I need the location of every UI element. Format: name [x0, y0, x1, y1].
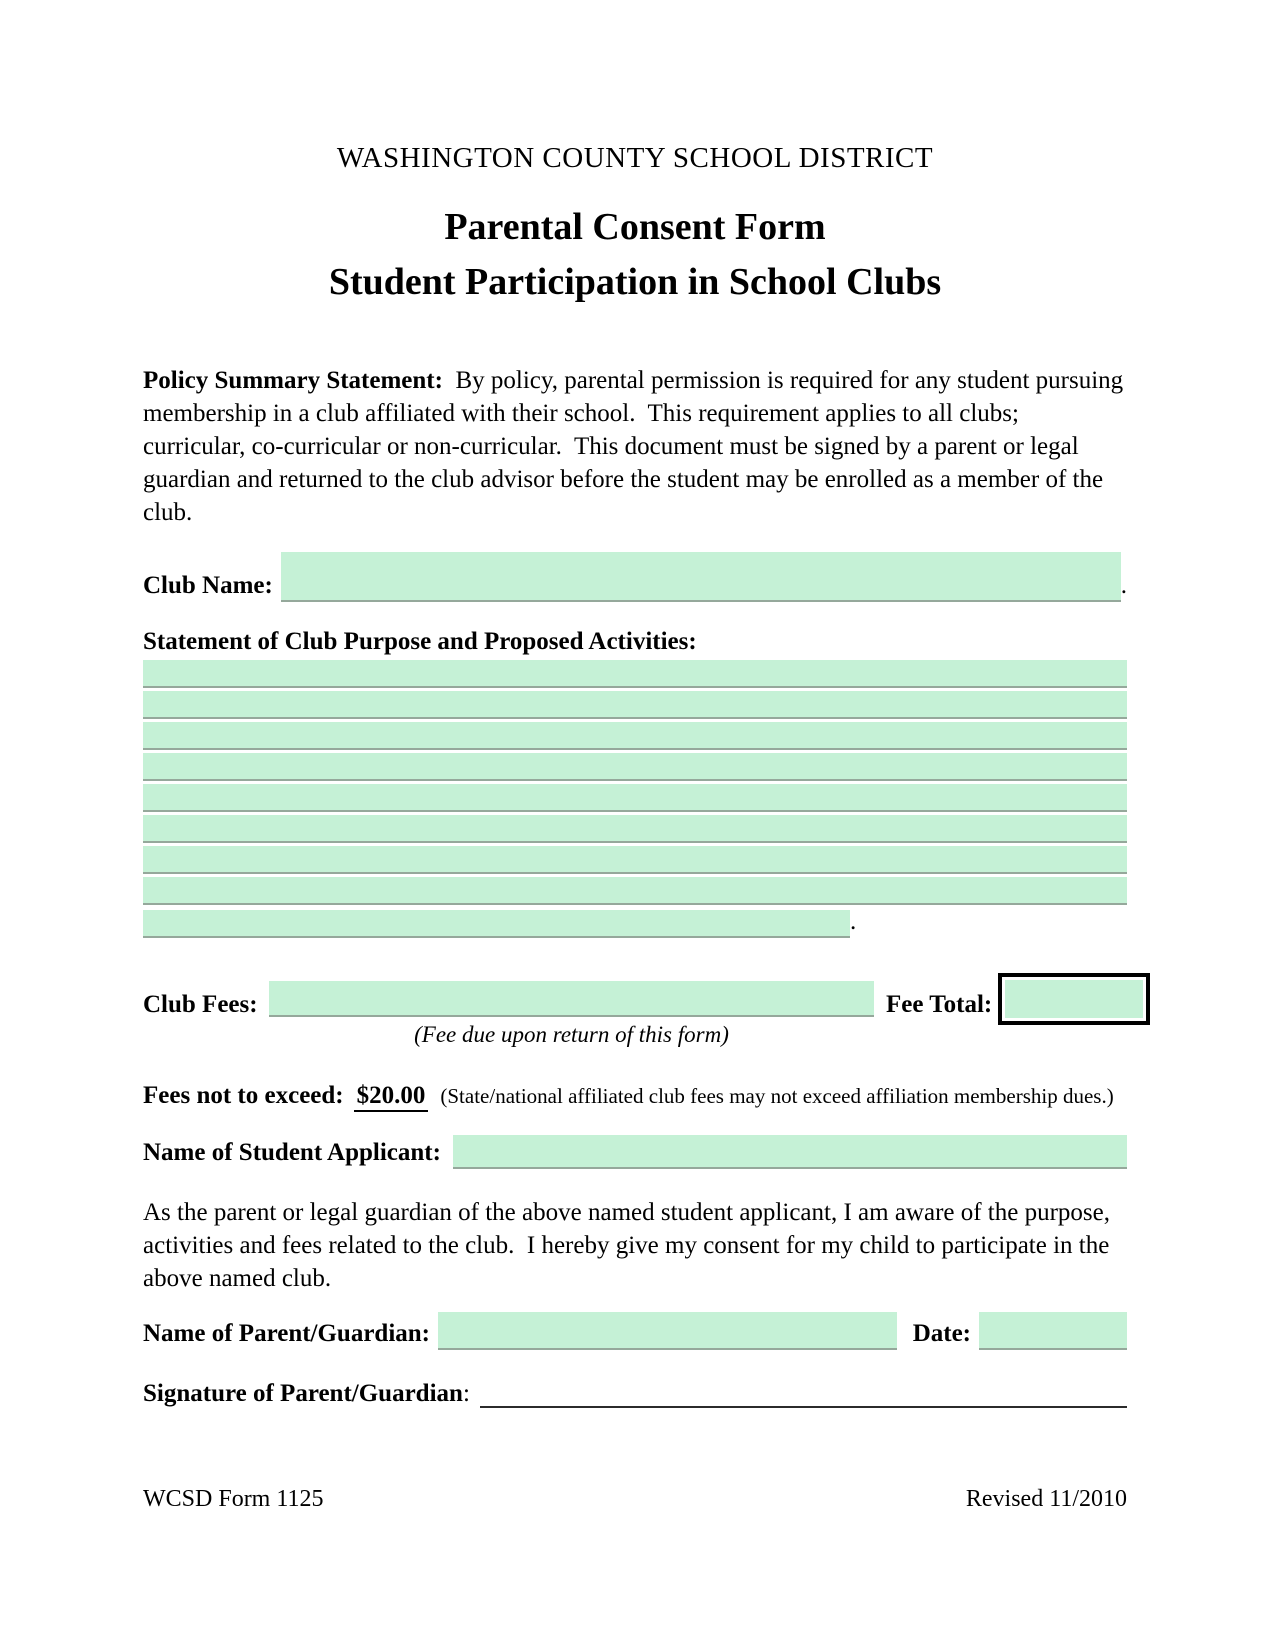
fee-total-field[interactable]: [1005, 980, 1143, 1018]
fee-cap-amount: $20.00: [354, 1082, 429, 1112]
district-header: WASHINGTON COUNTY SCHOOL DISTRICT: [336, 142, 934, 174]
statement-line[interactable]: [143, 784, 1127, 812]
signature-line: [480, 1382, 1127, 1408]
footer-revision-date: Revised 11/2010: [965, 1486, 1127, 1512]
fee-total-box: [998, 973, 1150, 1025]
signature-row: [143, 1378, 1127, 1408]
club-name-row: [143, 552, 1127, 602]
form-title-line2: Student Participation in School Clubs: [328, 261, 942, 303]
policy-summary-label: Policy Summary Statement:: [143, 367, 443, 394]
statement-lines: [143, 660, 1127, 938]
date-label: Date:: [912, 1320, 971, 1347]
fee-cap-line: [143, 1082, 1127, 1110]
student-name-label: Name of Student Applicant:: [143, 1139, 441, 1166]
statement-last-line-row: [143, 908, 1127, 938]
statement-line[interactable]: [143, 660, 1127, 688]
statement-line[interactable]: [143, 877, 1127, 905]
fee-total-label: Fee Total:: [886, 991, 993, 1018]
date-field[interactable]: [979, 1312, 1127, 1350]
statement-line[interactable]: [143, 722, 1127, 750]
parent-name-field[interactable]: [438, 1312, 897, 1350]
fee-cap-note: (State/national affiliated club fees may not exceed affiliation membership dues.): [440, 1084, 1114, 1108]
student-name-row: [143, 1131, 1127, 1169]
consent-paragraph: As the parent or legal guardian of the above named student applicant, I am aware of the purpose, activities and fees related to the club. I hereby give my consent for my child to participate in the above named club.: [143, 1199, 1117, 1292]
club-fees-label: Club Fees:: [143, 991, 258, 1018]
club-name-trailing-period: .: [1120, 572, 1127, 599]
club-name-label: Club Name:: [143, 572, 273, 599]
statement-line[interactable]: [143, 691, 1127, 719]
fee-cap-label: Fees not to exceed:: [143, 1082, 344, 1109]
policy-summary-text: By policy, parental permission is required for any student pursuing membership in a club affiliated with their school. This requirement applies to all clubs; curricular, co-curricular or non-curricular. This document must be signed by a parent or legal guardian and returned to the club advisor before the student may be enrolled as a member of the club.: [143, 367, 1130, 526]
policy-summary-paragraph: [143, 364, 1130, 529]
statement-line-short[interactable]: [143, 910, 850, 938]
statement-line[interactable]: [143, 815, 1127, 843]
parent-guardian-row: [143, 1310, 1127, 1350]
signature-label-colon: :: [462, 1380, 470, 1407]
statement-line[interactable]: [143, 753, 1127, 781]
student-name-field[interactable]: [453, 1135, 1127, 1169]
club-fees-field[interactable]: [269, 981, 874, 1017]
club-fees-row: [143, 973, 1153, 1025]
page-footer: [143, 1486, 1127, 1513]
form-title-line1: Parental Consent Form: [444, 206, 826, 248]
fee-due-note: (Fee due upon return of this form): [414, 1022, 729, 1047]
statement-label: Statement of Club Purpose and Proposed Activities:: [143, 628, 697, 655]
statement-trailing-period: .: [850, 908, 857, 935]
signature-label: Signature of Parent/Guardian: [143, 1380, 463, 1407]
parent-name-label: Name of Parent/Guardian:: [143, 1320, 431, 1347]
footer-form-number: WCSD Form 1125: [143, 1486, 324, 1512]
statement-line[interactable]: [143, 846, 1127, 874]
club-name-field[interactable]: [281, 552, 1121, 602]
